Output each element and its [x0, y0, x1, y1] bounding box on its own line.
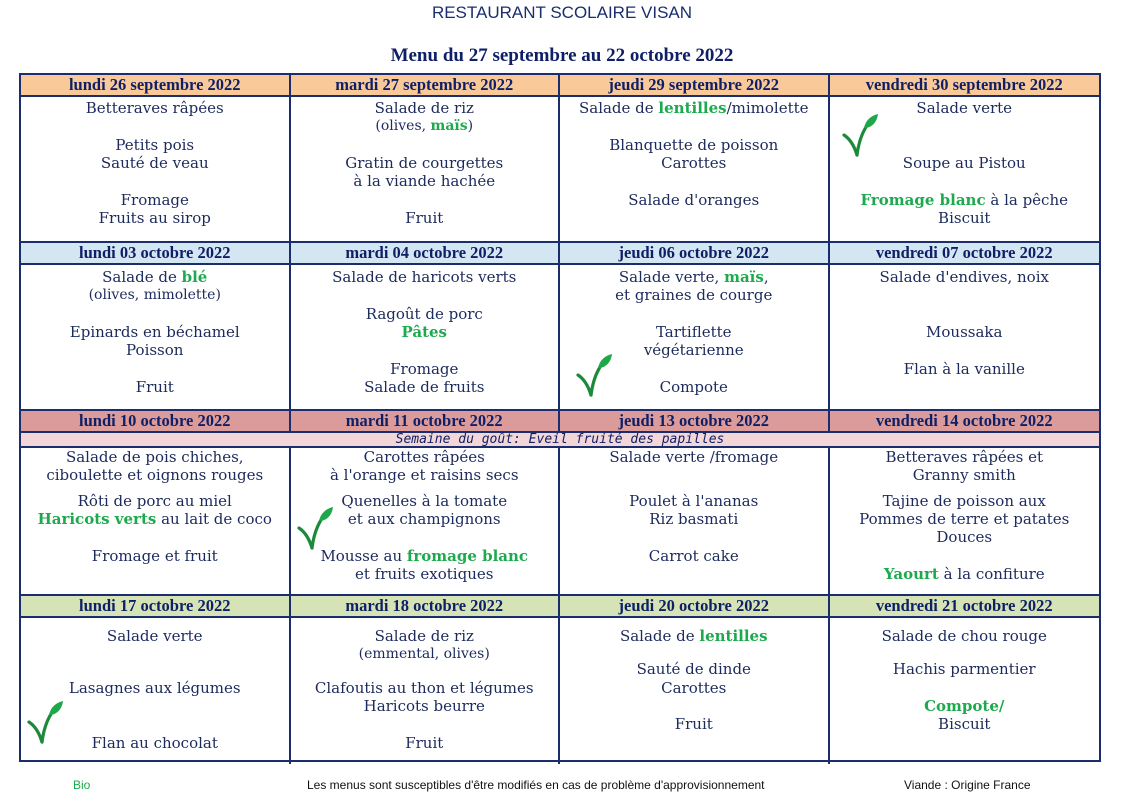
day-header: jeudi 29 septembre 2022 [560, 75, 830, 97]
menu-text: Betteraves râpées et [885, 448, 1044, 466]
day-header: vendredi 21 octobre 2022 [830, 596, 1100, 618]
menu-text: Soupe au Pistou [902, 154, 1026, 172]
theme-week-banner: Semaine du goût: Eveil fruité des papilles [21, 433, 1099, 448]
menu-item [560, 268, 828, 286]
menu-text: Fruit [405, 209, 444, 227]
menu-text: à l'orange et raisins secs [329, 466, 519, 484]
menu-item [21, 510, 289, 528]
menu-grid [19, 73, 1101, 762]
menu-text: ciboulette et oignons rouges [46, 466, 264, 484]
menu-item [21, 286, 289, 304]
menu-item [291, 627, 559, 645]
menu-text: (olives, [375, 118, 431, 134]
menu-item [21, 209, 289, 227]
menu-item [830, 360, 1100, 378]
menu-item [560, 136, 828, 154]
menu-text: Salade de [619, 627, 700, 645]
menu-text: Fromage et fruit [91, 547, 218, 565]
menu-text: Blanquette de poisson [609, 136, 779, 154]
menu-item [830, 268, 1100, 286]
menu-text: Salade verte [916, 99, 1013, 117]
menu-item [830, 660, 1100, 678]
bio-ingredient: blé [181, 268, 208, 286]
menu-text: Salade de riz [374, 627, 474, 645]
day-menu-cell [830, 97, 1100, 243]
menu-text: Sauté de dinde [636, 660, 751, 678]
menu-item [21, 99, 289, 117]
day-header: mardi 18 octobre 2022 [291, 596, 561, 618]
menu-text: Fruits au sirop [98, 209, 211, 227]
menu-text: à la confiture [938, 565, 1045, 583]
page-title: RESTAURANT SCOLAIRE VISAN [431, 3, 693, 22]
menu-item [291, 268, 559, 286]
menu-text: Tajine de poisson aux [882, 492, 1046, 510]
menu-item [21, 492, 289, 510]
menu-text: Fruit [405, 734, 444, 752]
day-menu-cell [830, 618, 1100, 764]
menu-item [560, 492, 828, 510]
menu-text: Fruit [135, 378, 174, 396]
menu-text: Compote [659, 378, 728, 396]
menu-item [830, 191, 1100, 209]
day-header: lundi 26 septembre 2022 [21, 75, 291, 97]
day-menu-cell [560, 448, 830, 596]
menu-period-title: Menu du 27 septembre au 22 octobre 2022 [390, 45, 734, 66]
menu-item [830, 448, 1100, 466]
menu-text: Gratin de courgettes [345, 154, 504, 172]
menu-item [291, 360, 559, 378]
menu-item [830, 627, 1100, 645]
menu-text: ) [467, 118, 474, 134]
menu-item [291, 117, 559, 135]
bio-ingredient: maïs [430, 118, 468, 134]
day-header: jeudi 20 octobre 2022 [560, 596, 830, 618]
menu-text: Salade de chou rouge [881, 627, 1047, 645]
menu-item [830, 466, 1100, 484]
menu-text: Salade de riz [374, 99, 474, 117]
day-menu-cell [560, 618, 830, 764]
menu-text: Salade verte [106, 627, 203, 645]
day-header: vendredi 30 septembre 2022 [830, 75, 1100, 97]
vegetarian-leaf-icon [574, 353, 614, 401]
menu-item [830, 510, 1100, 528]
menu-text: (olives, mimolette) [88, 287, 221, 303]
menu-item [21, 154, 289, 172]
menu-item [560, 715, 828, 733]
menu-item [291, 323, 559, 341]
menu-item [291, 209, 559, 227]
menu-item [830, 323, 1100, 341]
bio-ingredient: Fromage blanc [860, 191, 986, 209]
menu-text: Tartiflette [655, 323, 732, 341]
menu-item [560, 679, 828, 697]
menu-text: Poulet à l'ananas [629, 492, 759, 510]
day-header: lundi 10 octobre 2022 [21, 411, 291, 433]
menu-text: Rôti de porc au miel [77, 492, 232, 510]
menu-item [291, 172, 559, 190]
menu-text: Petits pois [115, 136, 195, 154]
menu-item [21, 466, 289, 484]
menu-item [560, 660, 828, 678]
menu-text: Salade verte, [618, 268, 725, 286]
menu-text: Ragoût de porc [365, 305, 483, 323]
menu-text: Fromage [390, 360, 459, 378]
bio-ingredient: fromage blanc [406, 547, 529, 565]
menu-text: Moussaka [926, 323, 1003, 341]
menu-text: Clafoutis au thon et légumes [314, 679, 534, 697]
menu-text: Poisson [126, 341, 184, 359]
menu-item [830, 492, 1100, 510]
bio-legend: Bio [73, 778, 91, 792]
menu-item [21, 323, 289, 341]
menu-text: et aux champignons [347, 510, 501, 528]
day-header: lundi 03 octobre 2022 [21, 243, 291, 265]
menu-item [21, 136, 289, 154]
menu-text: Salade verte /fromage [609, 448, 779, 466]
menu-text: Carottes [661, 154, 727, 172]
menu-item [830, 528, 1100, 546]
menu-text: Carrot cake [648, 547, 739, 565]
menu-item [21, 448, 289, 466]
menu-text: Biscuit [938, 715, 991, 733]
menu-item [560, 627, 828, 645]
menu-item [291, 645, 559, 663]
menu-item [21, 547, 289, 565]
menu-text: et graines de courge [615, 286, 773, 304]
vegetarian-leaf-icon [25, 700, 65, 748]
day-menu-cell [560, 265, 830, 411]
day-header: mardi 04 octobre 2022 [291, 243, 561, 265]
menu-text: Salade d'endives, noix [879, 268, 1049, 286]
menu-item [560, 510, 828, 528]
menu-text: Lasagnes aux légumes [68, 679, 241, 697]
bio-ingredient: maïs [724, 268, 764, 286]
day-menu-cell [291, 265, 561, 411]
menu-item [291, 378, 559, 396]
day-menu-cell [830, 448, 1100, 596]
menu-text: au lait de coco [156, 510, 272, 528]
day-menu-cell [21, 448, 291, 596]
day-menu-cell [291, 618, 561, 764]
vegetarian-leaf-icon [840, 113, 880, 161]
menu-text: Salade d'oranges [628, 191, 760, 209]
menu-text: Haricots beurre [363, 697, 485, 715]
bio-ingredient: lentilles [699, 627, 768, 645]
menu-text: Mousse au [320, 547, 407, 565]
menu-item [291, 466, 559, 484]
menu-text: Salade de [578, 99, 659, 117]
day-header: vendredi 07 octobre 2022 [830, 243, 1100, 265]
menu-text: Carottes [661, 679, 727, 697]
vegetarian-leaf-icon [295, 506, 335, 554]
menu-item [291, 679, 559, 697]
day-header: mardi 11 octobre 2022 [291, 411, 561, 433]
footer-notice: Les menus sont susceptibles d'être modifiés en cas de problème d'approvisionnement [307, 778, 765, 792]
day-menu-cell [830, 265, 1100, 411]
menu-text: Sauté de veau [100, 154, 209, 172]
menu-text: Fruit [674, 715, 713, 733]
menu-text: Fromage [120, 191, 189, 209]
menu-item [291, 305, 559, 323]
menu-item [291, 448, 559, 466]
menu-item [21, 191, 289, 209]
menu-text: Flan au chocolat [91, 734, 218, 752]
menu-item [21, 627, 289, 645]
menu-text: végétarienne [643, 341, 744, 359]
menu-text: Flan à la vanille [903, 360, 1025, 378]
menu-item [21, 378, 289, 396]
menu-item [560, 286, 828, 304]
menu-text: , [763, 268, 769, 286]
menu-item [560, 99, 828, 117]
menu-item [21, 341, 289, 359]
menu-text: Salade de [102, 268, 182, 286]
day-header: lundi 17 octobre 2022 [21, 596, 291, 618]
menu-text: (emmental, olives) [358, 646, 490, 662]
menu-text: Salade de pois chiches, [65, 448, 244, 466]
meat-origin-note: Viande : Origine France [904, 778, 1031, 792]
menu-item [291, 99, 559, 117]
day-menu-cell [21, 97, 291, 243]
bio-ingredient: Pâtes [401, 323, 447, 341]
menu-text: à la pêche [985, 191, 1068, 209]
menu-text: Douces [936, 528, 993, 546]
menu-item [291, 734, 559, 752]
day-menu-cell [21, 265, 291, 411]
day-header: mardi 27 septembre 2022 [291, 75, 561, 97]
menu-text: Biscuit [938, 209, 991, 227]
menu-item [21, 679, 289, 697]
menu-item [21, 268, 289, 286]
menu-item [830, 715, 1100, 733]
menu-item [560, 154, 828, 172]
menu-text: Riz basmati [649, 510, 739, 528]
menu-text: Epinards en béchamel [69, 323, 240, 341]
menu-text: Hachis parmentier [892, 660, 1036, 678]
day-header: jeudi 06 octobre 2022 [560, 243, 830, 265]
menu-text: /mimolette [726, 99, 809, 117]
day-header: vendredi 14 octobre 2022 [830, 411, 1100, 433]
day-menu-cell [291, 448, 561, 596]
day-menu-cell [291, 97, 561, 243]
day-menu-cell [560, 97, 830, 243]
menu-item [291, 697, 559, 715]
menu-item [560, 323, 828, 341]
menu-item [560, 191, 828, 209]
day-menu-cell [21, 618, 291, 764]
day-header: jeudi 13 octobre 2022 [560, 411, 830, 433]
menu-item [830, 209, 1100, 227]
menu-text: et fruits exotiques [355, 565, 494, 583]
menu-text: Quenelles à la tomate [341, 492, 508, 510]
bio-ingredient: Haricots verts [37, 510, 157, 528]
menu-text: Salade de fruits [364, 378, 485, 396]
bio-ingredient: Yaourt [883, 565, 939, 583]
bio-ingredient: lentilles [658, 99, 727, 117]
menu-text: Granny smith [912, 466, 1016, 484]
menu-item [830, 697, 1100, 715]
menu-text: Carottes râpées [363, 448, 485, 466]
menu-text: Betteraves râpées [85, 99, 224, 117]
menu-item [560, 448, 828, 466]
menu-text: à la viande hachée [353, 172, 496, 190]
menu-item [291, 565, 559, 583]
bio-ingredient: Compote/ [924, 697, 1005, 715]
menu-text: Salade de haricots verts [332, 268, 517, 286]
menu-text: Pommes de terre et patates [859, 510, 1070, 528]
menu-item [291, 154, 559, 172]
menu-item [560, 547, 828, 565]
menu-item [830, 565, 1100, 583]
